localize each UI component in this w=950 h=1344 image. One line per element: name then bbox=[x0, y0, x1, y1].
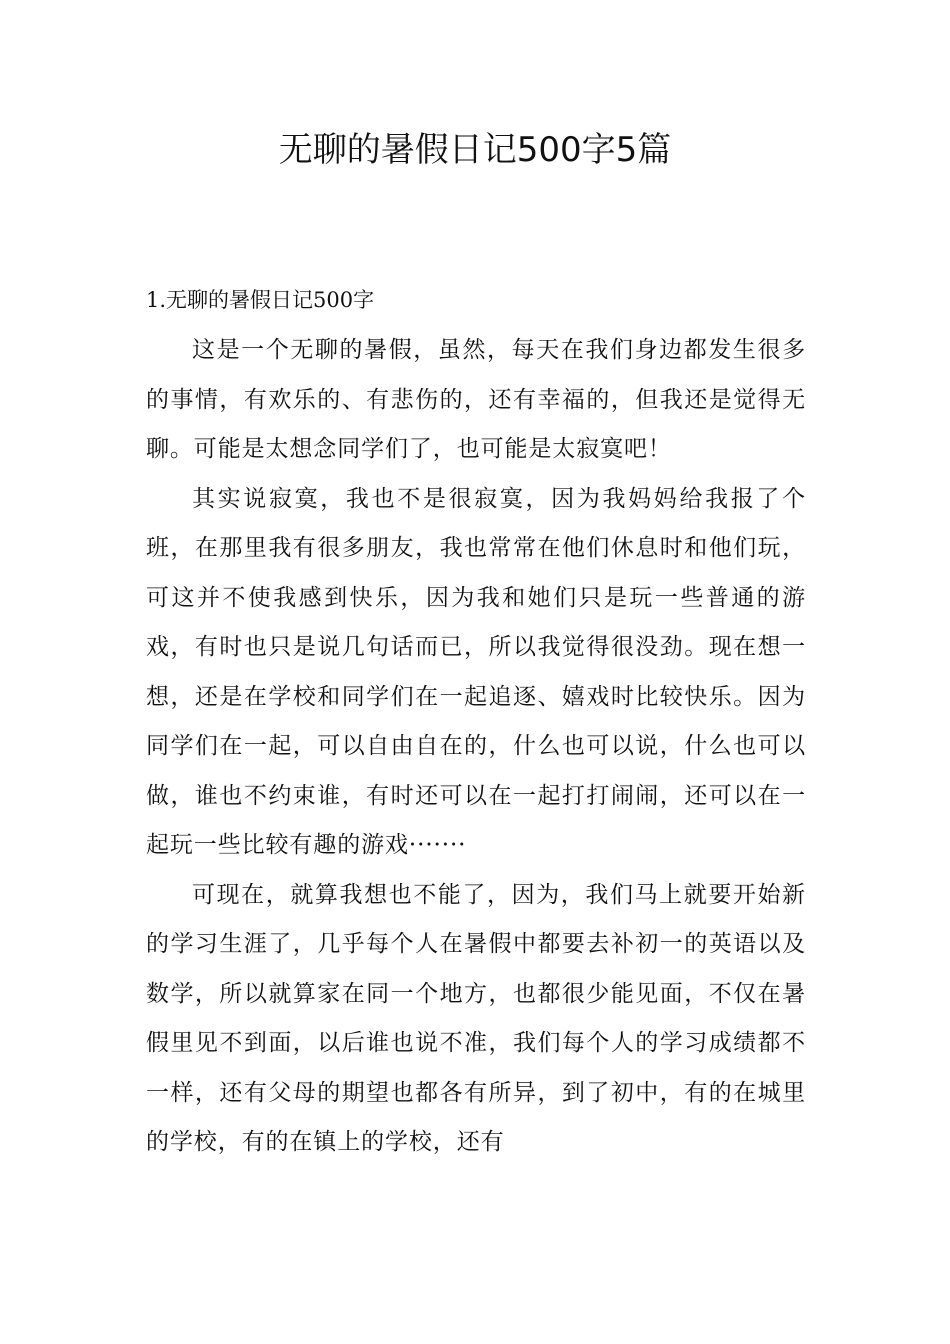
document-title: 无聊的暑假日记500字5篇 bbox=[278, 130, 672, 170]
document-body bbox=[146, 280, 806, 1168]
section-heading: 1.无聊的暑假日记500字 bbox=[146, 288, 375, 312]
paragraph-2: 其实说寂寞，我也不是很寂寞，因为我妈妈给我报了个班，在那里我有很多朋友，我也常常在他们休息时和他们玩，可这并不使我感到快乐，因为我和她们只是玩一些普通的游戏，有时也只是说几句话而已，所以我觉得很没劲。现在想一想，还是在学校和同学们在一起追逐、嬉戏时比较快乐。因为同学们在一起，可以自由自在的，什么也可以说，什么也可以做，谁也不约束谁，有时还可以在一起打打闹闹，还可以在一起玩一些比较有趣的游戏······· bbox=[146, 485, 806, 858]
paragraph-1: 这是一个无聊的暑假，虽然，每天在我们身边都发生很多的事情，有欢乐的、有悲伤的，还有幸福的，但我还是觉得无聊。可能是太想念同学们了，也可能是太寂寞吧！ bbox=[146, 337, 806, 462]
paragraph-3: 可现在，就算我想也不能了，因为，我们马上就要开始新的学习生涯了，几乎每个人在暑假中都要去补初一的英语以及数学，所以就算家在同一个地方，也都很少能见面，不仅在暑假里见不到面，以后谁也说不准，我们每个人的学习成绩都不一样，还有父母的期望也都各有所异，到了初中，有的在城里的学校，有的在镇上的学校，还有 bbox=[146, 881, 806, 1155]
